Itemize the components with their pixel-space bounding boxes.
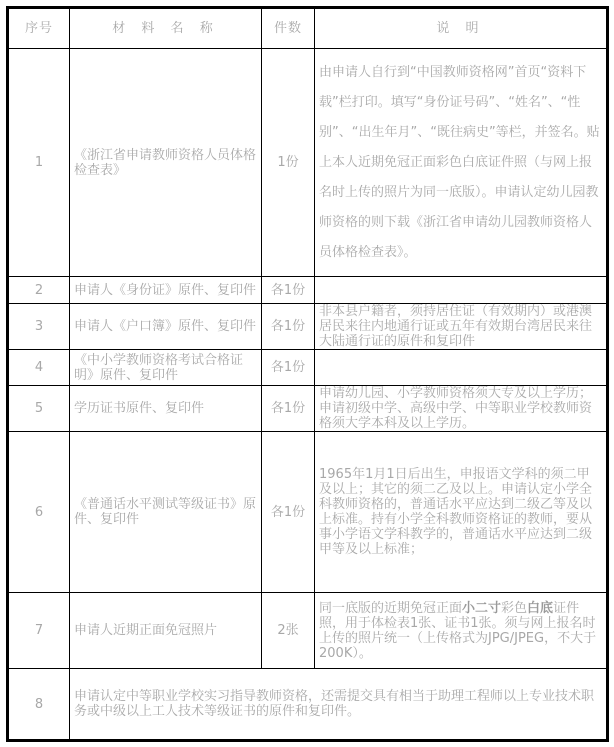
header-name: 材 料 名 称 — [70, 8, 262, 49]
header-row — [8, 8, 608, 49]
row-description: 非本县户籍者，须持居住证（有效期内）或港澳居民来往内地通行证或五年有效期台湾居民来往大陆通行证的原件和复印件 — [315, 304, 608, 350]
table-row — [8, 49, 608, 277]
row-num: 2 — [8, 277, 70, 304]
row-material-name: 学历证书原件、复印件 — [70, 386, 262, 432]
desc-text: 同一底版的近期免冠正面 — [319, 600, 463, 616]
row-material-name: 申请人《身份证》原件、复印件 — [70, 277, 262, 304]
header-desc: 说 明 — [315, 8, 608, 49]
table-row — [8, 350, 608, 386]
row-num: 4 — [8, 350, 70, 386]
row-num: 3 — [8, 304, 70, 350]
table-row — [8, 304, 608, 350]
row-num: 6 — [8, 432, 70, 593]
row-material-name: 《中小学教师资格考试合格证明》原件、复印件 — [70, 350, 262, 386]
table-row — [8, 432, 608, 593]
row-quantity: 各1份 — [262, 350, 315, 386]
desc-text: 彩色 — [501, 600, 528, 616]
row-quantity: 各1份 — [262, 386, 315, 432]
desc-text: 证件照，用于体检表1张、证书1张。须与网上报名时上传的照片统一（上传格式为JPG/JPEG，不大于200K）。 — [319, 600, 597, 661]
row-description: 由申请人自行到“中国教师资格网”首页“资料下载”栏打印。填写“身份证号码”、“姓名”、“性别”、“出生年月”、“既往病史”等栏，并签名。贴上本人近期免冠正面彩色白底证件照（与网上报名时上传的照片为同一底版）。申请认定幼儿园教师资格的则下载《浙江省申请幼儿园教师资格人员体格检查表》。 — [315, 49, 608, 277]
desc-emphasis-background: 白底 — [527, 600, 554, 616]
row-num: 5 — [8, 386, 70, 432]
row-material-name: 《普通话水平测试等级证书》原件、复印件 — [70, 432, 262, 593]
desc-emphasis-size: 小二寸 — [462, 600, 502, 616]
row-quantity: 各1份 — [262, 277, 315, 304]
row-quantity: 各1份 — [262, 304, 315, 350]
table-row — [8, 669, 608, 741]
row-quantity: 各1份 — [262, 432, 315, 593]
row-material-name: 申请人《户口簿》原件、复印件 — [70, 304, 262, 350]
row-description — [315, 277, 608, 304]
row-num: 8 — [8, 669, 70, 741]
row-description: 申请幼儿园、小学教师资格须大专及以上学历；申请初级中学、高级中学、中等职业学校教师资格须大学本科及以上学历。 — [315, 386, 608, 432]
header-num: 序号 — [8, 8, 70, 49]
row-num: 7 — [8, 593, 70, 669]
row-quantity: 2张 — [262, 593, 315, 669]
table-row — [8, 386, 608, 432]
row-material-name: 申请人近期正面免冠照片 — [70, 593, 262, 669]
row-description: 1965年1月1日后出生，申报语文学科的须二甲及以上；其它的须二乙及以上。申请认定小学全科教师资格的，普通话水平应达到二级乙等及以上标准。持有小学全科教师资格证的教师，要从事小学语文学科教学的，普通话水平应达到二级甲等及以上标准； — [315, 432, 608, 593]
row-note: 申请认定中等职业学校实习指导教师资格，还需提交具有相当于助理工程师以上专业技术职务或中级以上工人技术等级证书的原件和复印件。 — [70, 669, 608, 741]
table-row — [8, 593, 608, 669]
row-quantity: 1份 — [262, 49, 315, 277]
row-description — [315, 593, 608, 669]
row-description — [315, 350, 608, 386]
header-qty: 件数 — [262, 8, 315, 49]
table-row — [8, 277, 608, 304]
row-material-name: 《浙江省申请教师资格人员体格检查表》 — [70, 49, 262, 277]
row-num: 1 — [8, 49, 70, 277]
materials-table — [6, 6, 609, 742]
